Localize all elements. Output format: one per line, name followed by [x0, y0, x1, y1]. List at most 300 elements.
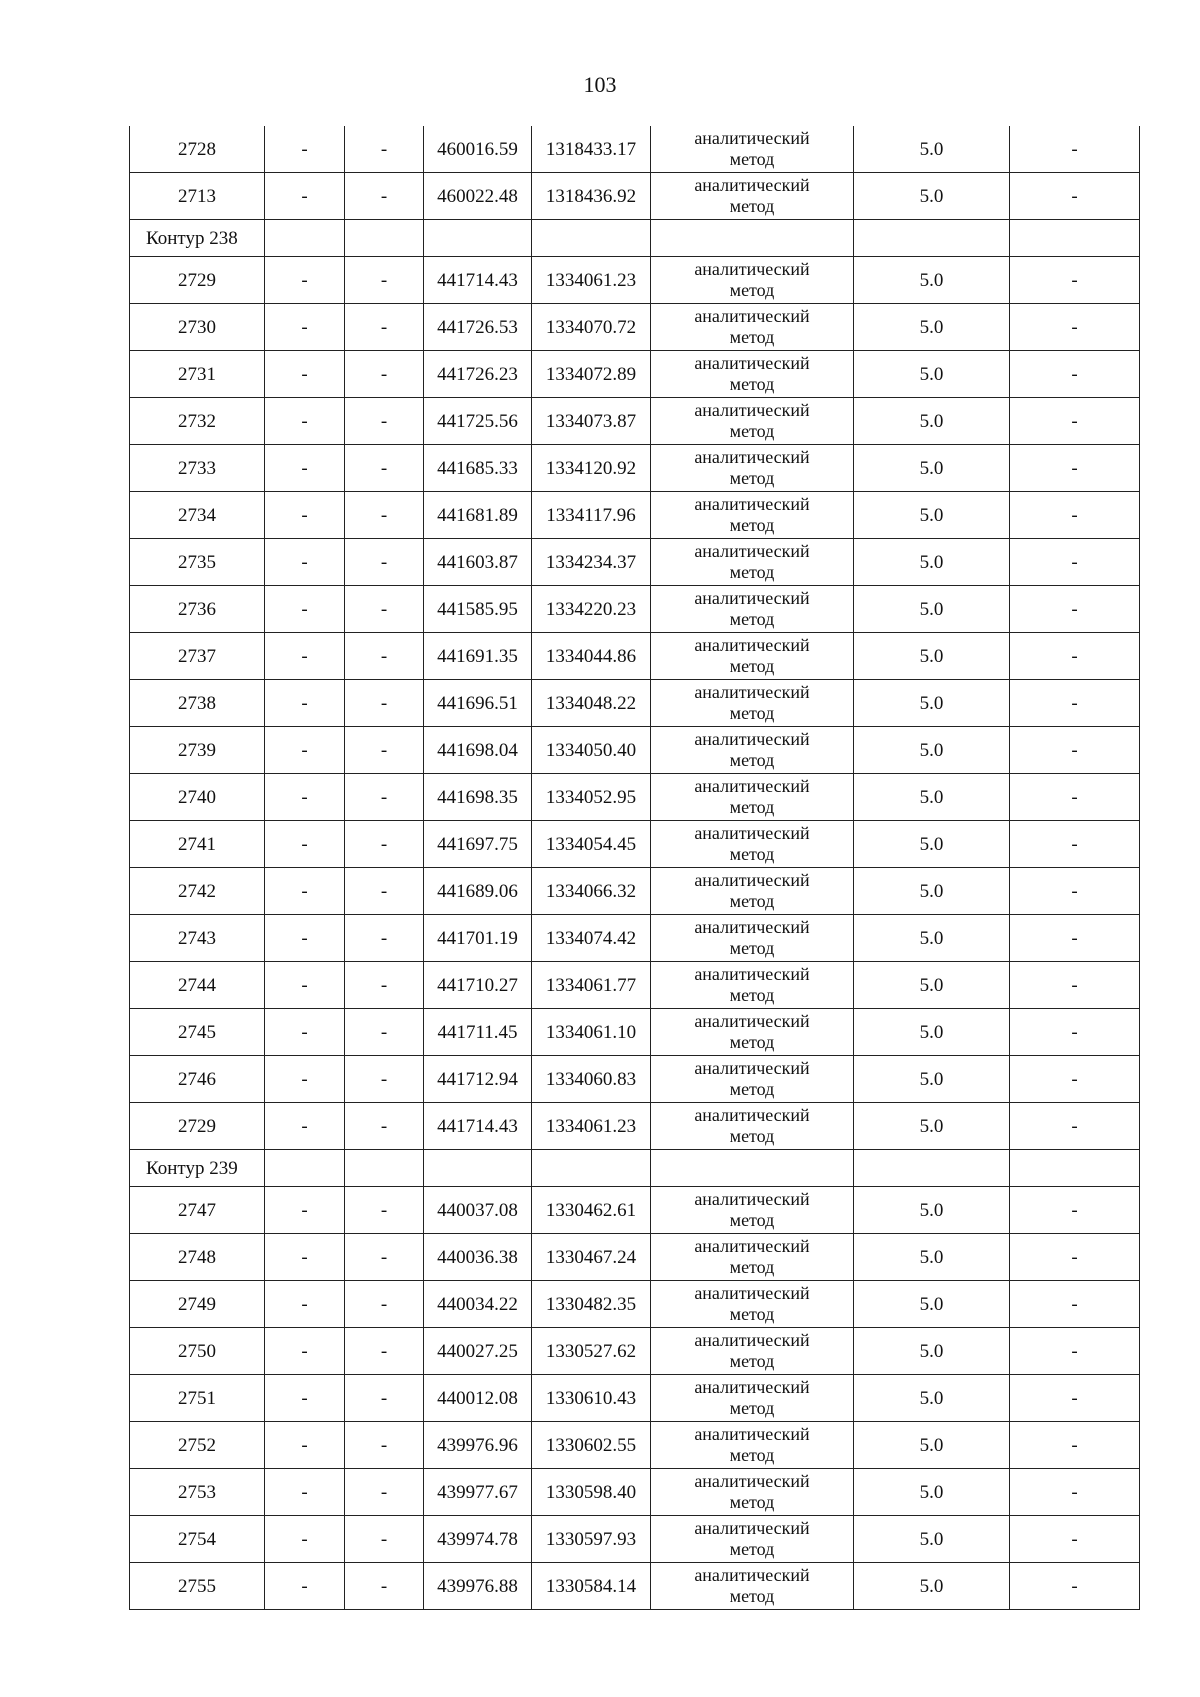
- method-text-line: аналитический: [694, 1565, 810, 1585]
- method-cell: [651, 1234, 854, 1281]
- method-cell: [651, 1009, 854, 1056]
- accuracy-cell: 5.0: [854, 539, 1010, 586]
- table-row: [130, 126, 1140, 173]
- description-cell: -: [1010, 1103, 1140, 1150]
- contour-header-row: [130, 1150, 1140, 1187]
- point-number-cell: 2751: [130, 1375, 265, 1422]
- empty-cell: [424, 1150, 532, 1187]
- method-cell: [651, 868, 854, 915]
- y-coordinate-cell: 1334060.83: [532, 1056, 651, 1103]
- dash-cell-a: -: [265, 1234, 345, 1281]
- description-cell: -: [1010, 351, 1140, 398]
- point-number-cell: 2745: [130, 1009, 265, 1056]
- accuracy-cell: 5.0: [854, 962, 1010, 1009]
- dash-cell-a: -: [265, 1056, 345, 1103]
- dash-cell-b: -: [345, 633, 424, 680]
- description-cell: -: [1010, 1281, 1140, 1328]
- table-row: [130, 1281, 1140, 1328]
- dash-cell-a: -: [265, 633, 345, 680]
- method-cell: [651, 445, 854, 492]
- x-coordinate-cell: 441603.87: [424, 539, 532, 586]
- accuracy-cell: 5.0: [854, 1516, 1010, 1563]
- method-cell: [651, 351, 854, 398]
- x-coordinate-cell: 460022.48: [424, 173, 532, 220]
- dash-cell-a: -: [265, 915, 345, 962]
- table-row: [130, 868, 1140, 915]
- dash-cell-b: -: [345, 868, 424, 915]
- method-text-line: аналитический: [694, 1283, 810, 1303]
- description-cell: -: [1010, 304, 1140, 351]
- method-text-line: метод: [729, 703, 775, 723]
- method-text-line: аналитический: [694, 1011, 810, 1031]
- method-text-line: метод: [729, 1304, 775, 1324]
- dash-cell-b: -: [345, 727, 424, 774]
- point-number-cell: 2743: [130, 915, 265, 962]
- method-text-line: метод: [729, 1126, 775, 1146]
- x-coordinate-cell: 460016.59: [424, 126, 532, 173]
- x-coordinate-cell: 441685.33: [424, 445, 532, 492]
- empty-cell: [651, 220, 854, 257]
- empty-cell: [854, 220, 1010, 257]
- dash-cell-b: -: [345, 821, 424, 868]
- accuracy-cell: 5.0: [854, 1234, 1010, 1281]
- dash-cell-b: -: [345, 1516, 424, 1563]
- table-row: [130, 680, 1140, 727]
- point-number-cell: 2755: [130, 1563, 265, 1610]
- method-text-line: метод: [729, 1257, 775, 1277]
- method-text-line: аналитический: [694, 128, 810, 148]
- point-number-cell: 2735: [130, 539, 265, 586]
- x-coordinate-cell: 441681.89: [424, 492, 532, 539]
- dash-cell-a: -: [265, 1563, 345, 1610]
- y-coordinate-cell: 1334220.23: [532, 586, 651, 633]
- page-number: 103: [583, 72, 617, 97]
- description-cell: -: [1010, 1328, 1140, 1375]
- accuracy-cell: 5.0: [854, 915, 1010, 962]
- dash-cell-a: -: [265, 257, 345, 304]
- y-coordinate-cell: 1330467.24: [532, 1234, 651, 1281]
- method-text-line: аналитический: [694, 259, 810, 279]
- y-coordinate-cell: 1334061.23: [532, 257, 651, 304]
- y-coordinate-cell: 1334044.86: [532, 633, 651, 680]
- x-coordinate-cell: 441725.56: [424, 398, 532, 445]
- description-cell: -: [1010, 445, 1140, 492]
- method-cell: [651, 821, 854, 868]
- description-cell: -: [1010, 1469, 1140, 1516]
- dash-cell-a: -: [265, 586, 345, 633]
- y-coordinate-cell: 1330602.55: [532, 1422, 651, 1469]
- dash-cell-b: -: [345, 539, 424, 586]
- dash-cell-b: -: [345, 351, 424, 398]
- method-text-line: аналитический: [694, 870, 810, 890]
- description-cell: -: [1010, 1422, 1140, 1469]
- method-text-line: аналитический: [694, 1189, 810, 1209]
- accuracy-cell: 5.0: [854, 304, 1010, 351]
- x-coordinate-cell: 440027.25: [424, 1328, 532, 1375]
- dash-cell-a: -: [265, 1187, 345, 1234]
- accuracy-cell: 5.0: [854, 633, 1010, 680]
- method-text-line: метод: [729, 196, 775, 216]
- table-body: [130, 126, 1140, 1610]
- dash-cell-b: -: [345, 1281, 424, 1328]
- x-coordinate-cell: 441726.23: [424, 351, 532, 398]
- y-coordinate-cell: 1334234.37: [532, 539, 651, 586]
- accuracy-cell: 5.0: [854, 492, 1010, 539]
- x-coordinate-cell: 441691.35: [424, 633, 532, 680]
- method-text-line: аналитический: [694, 1377, 810, 1397]
- table-row: [130, 1103, 1140, 1150]
- accuracy-cell: 5.0: [854, 586, 1010, 633]
- empty-cell: [1010, 1150, 1140, 1187]
- point-number-cell: 2740: [130, 774, 265, 821]
- description-cell: -: [1010, 1187, 1140, 1234]
- point-number-cell: 2748: [130, 1234, 265, 1281]
- empty-cell: [532, 1150, 651, 1187]
- method-cell: [651, 633, 854, 680]
- x-coordinate-cell: 441697.75: [424, 821, 532, 868]
- method-cell: [651, 304, 854, 351]
- accuracy-cell: 5.0: [854, 821, 1010, 868]
- method-text-line: метод: [729, 750, 775, 770]
- point-number-cell: 2729: [130, 257, 265, 304]
- dash-cell-b: -: [345, 1187, 424, 1234]
- point-number-cell: 2739: [130, 727, 265, 774]
- method-cell: [651, 586, 854, 633]
- y-coordinate-cell: 1334072.89: [532, 351, 651, 398]
- dash-cell-a: -: [265, 727, 345, 774]
- description-cell: -: [1010, 492, 1140, 539]
- method-text-line: аналитический: [694, 1058, 810, 1078]
- method-cell: [651, 1328, 854, 1375]
- table-row: [130, 492, 1140, 539]
- method-text-line: аналитический: [694, 1424, 810, 1444]
- table-row: [130, 586, 1140, 633]
- accuracy-cell: 5.0: [854, 351, 1010, 398]
- point-number-cell: 2713: [130, 173, 265, 220]
- method-text-line: аналитический: [694, 353, 810, 373]
- table-row: [130, 398, 1140, 445]
- method-text-line: аналитический: [694, 588, 810, 608]
- x-coordinate-cell: 440037.08: [424, 1187, 532, 1234]
- dash-cell-b: -: [345, 1056, 424, 1103]
- method-text-line: аналитический: [694, 729, 810, 749]
- y-coordinate-cell: 1334050.40: [532, 727, 651, 774]
- dash-cell-a: -: [265, 304, 345, 351]
- method-text-line: метод: [729, 1492, 775, 1512]
- dash-cell-a: -: [265, 492, 345, 539]
- y-coordinate-cell: 1334048.22: [532, 680, 651, 727]
- dash-cell-a: -: [265, 1009, 345, 1056]
- table-row: [130, 727, 1140, 774]
- point-number-cell: 2730: [130, 304, 265, 351]
- description-cell: -: [1010, 398, 1140, 445]
- method-cell: [651, 257, 854, 304]
- point-number-cell: 2733: [130, 445, 265, 492]
- point-number-cell: 2729: [130, 1103, 265, 1150]
- description-cell: -: [1010, 173, 1140, 220]
- description-cell: -: [1010, 774, 1140, 821]
- x-coordinate-cell: 441711.45: [424, 1009, 532, 1056]
- description-cell: -: [1010, 868, 1140, 915]
- method-cell: [651, 1422, 854, 1469]
- table-row: [130, 539, 1140, 586]
- dash-cell-a: -: [265, 1281, 345, 1328]
- method-text-line: аналитический: [694, 917, 810, 937]
- method-text-line: метод: [729, 280, 775, 300]
- accuracy-cell: 5.0: [854, 1563, 1010, 1610]
- method-text-line: аналитический: [694, 306, 810, 326]
- point-number-cell: 2737: [130, 633, 265, 680]
- dash-cell-b: -: [345, 1103, 424, 1150]
- dash-cell-a: -: [265, 821, 345, 868]
- method-text-line: метод: [729, 374, 775, 394]
- dash-cell-a: -: [265, 1422, 345, 1469]
- point-number-cell: 2732: [130, 398, 265, 445]
- description-cell: -: [1010, 821, 1140, 868]
- method-text-line: аналитический: [694, 635, 810, 655]
- y-coordinate-cell: 1330527.62: [532, 1328, 651, 1375]
- method-cell: [651, 1103, 854, 1150]
- x-coordinate-cell: 441585.95: [424, 586, 532, 633]
- description-cell: -: [1010, 680, 1140, 727]
- y-coordinate-cell: 1330598.40: [532, 1469, 651, 1516]
- y-coordinate-cell: 1334117.96: [532, 492, 651, 539]
- dash-cell-a: -: [265, 351, 345, 398]
- x-coordinate-cell: 441698.04: [424, 727, 532, 774]
- point-number-cell: 2746: [130, 1056, 265, 1103]
- method-text-line: метод: [729, 1079, 775, 1099]
- accuracy-cell: 5.0: [854, 173, 1010, 220]
- dash-cell-b: -: [345, 1234, 424, 1281]
- dash-cell-b: -: [345, 257, 424, 304]
- y-coordinate-cell: 1330597.93: [532, 1516, 651, 1563]
- table-row: [130, 633, 1140, 680]
- method-text-line: метод: [729, 1398, 775, 1418]
- table-row: [130, 915, 1140, 962]
- dash-cell-a: -: [265, 1469, 345, 1516]
- x-coordinate-cell: 440012.08: [424, 1375, 532, 1422]
- dash-cell-b: -: [345, 126, 424, 173]
- accuracy-cell: 5.0: [854, 774, 1010, 821]
- method-cell: [651, 962, 854, 1009]
- table-row: [130, 445, 1140, 492]
- description-cell: -: [1010, 586, 1140, 633]
- point-number-cell: 2738: [130, 680, 265, 727]
- method-cell: [651, 1281, 854, 1328]
- contour-label: Контур 238: [130, 220, 265, 257]
- method-text-line: метод: [729, 1210, 775, 1230]
- y-coordinate-cell: 1330482.35: [532, 1281, 651, 1328]
- point-number-cell: 2742: [130, 868, 265, 915]
- y-coordinate-cell: 1334061.23: [532, 1103, 651, 1150]
- y-coordinate-cell: 1334074.42: [532, 915, 651, 962]
- empty-cell: [424, 220, 532, 257]
- description-cell: -: [1010, 1056, 1140, 1103]
- method-text-line: метод: [729, 468, 775, 488]
- table-row: [130, 1234, 1140, 1281]
- accuracy-cell: 5.0: [854, 1375, 1010, 1422]
- dash-cell-a: -: [265, 1375, 345, 1422]
- dash-cell-b: -: [345, 1469, 424, 1516]
- method-text-line: аналитический: [694, 541, 810, 561]
- dash-cell-b: -: [345, 1422, 424, 1469]
- x-coordinate-cell: 440034.22: [424, 1281, 532, 1328]
- method-cell: [651, 1516, 854, 1563]
- dash-cell-b: -: [345, 680, 424, 727]
- empty-cell: [265, 1150, 345, 1187]
- dash-cell-a: -: [265, 173, 345, 220]
- method-text-line: аналитический: [694, 1330, 810, 1350]
- method-cell: [651, 915, 854, 962]
- description-cell: -: [1010, 1516, 1140, 1563]
- dash-cell-b: -: [345, 173, 424, 220]
- table-row: [130, 774, 1140, 821]
- y-coordinate-cell: 1330462.61: [532, 1187, 651, 1234]
- table-row: [130, 1187, 1140, 1234]
- method-cell: [651, 1563, 854, 1610]
- point-number-cell: 2752: [130, 1422, 265, 1469]
- y-coordinate-cell: 1334054.45: [532, 821, 651, 868]
- accuracy-cell: 5.0: [854, 1281, 1010, 1328]
- y-coordinate-cell: 1334070.72: [532, 304, 651, 351]
- method-text-line: метод: [729, 891, 775, 911]
- x-coordinate-cell: 441712.94: [424, 1056, 532, 1103]
- accuracy-cell: 5.0: [854, 1328, 1010, 1375]
- method-text-line: аналитический: [694, 776, 810, 796]
- method-cell: [651, 1056, 854, 1103]
- x-coordinate-cell: 439974.78: [424, 1516, 532, 1563]
- method-text-line: метод: [729, 938, 775, 958]
- table-row: [130, 1516, 1140, 1563]
- table-row: [130, 304, 1140, 351]
- method-cell: [651, 1375, 854, 1422]
- method-cell: [651, 1187, 854, 1234]
- dash-cell-b: -: [345, 774, 424, 821]
- x-coordinate-cell: 441696.51: [424, 680, 532, 727]
- description-cell: -: [1010, 257, 1140, 304]
- method-cell: [651, 680, 854, 727]
- method-text-line: аналитический: [694, 494, 810, 514]
- point-number-cell: 2747: [130, 1187, 265, 1234]
- point-number-cell: 2749: [130, 1281, 265, 1328]
- accuracy-cell: 5.0: [854, 398, 1010, 445]
- method-cell: [651, 126, 854, 173]
- y-coordinate-cell: 1334061.10: [532, 1009, 651, 1056]
- x-coordinate-cell: 439976.88: [424, 1563, 532, 1610]
- dash-cell-b: -: [345, 1009, 424, 1056]
- dash-cell-a: -: [265, 774, 345, 821]
- method-text-line: метод: [729, 1586, 775, 1606]
- method-text-line: аналитический: [694, 1518, 810, 1538]
- x-coordinate-cell: 439976.96: [424, 1422, 532, 1469]
- method-cell: [651, 1469, 854, 1516]
- point-number-cell: 2753: [130, 1469, 265, 1516]
- description-cell: -: [1010, 126, 1140, 173]
- method-text-line: аналитический: [694, 964, 810, 984]
- method-cell: [651, 774, 854, 821]
- table-row: [130, 1328, 1140, 1375]
- accuracy-cell: 5.0: [854, 1469, 1010, 1516]
- point-number-cell: 2736: [130, 586, 265, 633]
- method-text-line: метод: [729, 562, 775, 582]
- accuracy-cell: 5.0: [854, 1422, 1010, 1469]
- description-cell: -: [1010, 1563, 1140, 1610]
- table-row: [130, 1056, 1140, 1103]
- empty-cell: [345, 1150, 424, 1187]
- dash-cell-a: -: [265, 868, 345, 915]
- accuracy-cell: 5.0: [854, 1187, 1010, 1234]
- empty-cell: [854, 1150, 1010, 1187]
- x-coordinate-cell: 439977.67: [424, 1469, 532, 1516]
- accuracy-cell: 5.0: [854, 257, 1010, 304]
- method-text-line: аналитический: [694, 682, 810, 702]
- method-text-line: метод: [729, 327, 775, 347]
- y-coordinate-cell: 1334073.87: [532, 398, 651, 445]
- method-text-line: аналитический: [694, 1471, 810, 1491]
- dash-cell-a: -: [265, 680, 345, 727]
- x-coordinate-cell: 441701.19: [424, 915, 532, 962]
- method-text-line: метод: [729, 797, 775, 817]
- method-text-line: метод: [729, 985, 775, 1005]
- dash-cell-a: -: [265, 539, 345, 586]
- x-coordinate-cell: 441710.27: [424, 962, 532, 1009]
- dash-cell-a: -: [265, 1328, 345, 1375]
- point-number-cell: 2750: [130, 1328, 265, 1375]
- method-text-line: метод: [729, 656, 775, 676]
- point-number-cell: 2734: [130, 492, 265, 539]
- description-cell: -: [1010, 915, 1140, 962]
- method-cell: [651, 173, 854, 220]
- accuracy-cell: 5.0: [854, 1103, 1010, 1150]
- method-text-line: аналитический: [694, 400, 810, 420]
- table-row: [130, 962, 1140, 1009]
- dash-cell-a: -: [265, 962, 345, 1009]
- method-text-line: метод: [729, 1032, 775, 1052]
- description-cell: -: [1010, 1375, 1140, 1422]
- accuracy-cell: 5.0: [854, 727, 1010, 774]
- x-coordinate-cell: 440036.38: [424, 1234, 532, 1281]
- dash-cell-a: -: [265, 445, 345, 492]
- dash-cell-b: -: [345, 1563, 424, 1610]
- description-cell: -: [1010, 633, 1140, 680]
- dash-cell-a: -: [265, 1516, 345, 1563]
- table-row: [130, 1009, 1140, 1056]
- dash-cell-b: -: [345, 304, 424, 351]
- accuracy-cell: 5.0: [854, 680, 1010, 727]
- dash-cell-b: -: [345, 962, 424, 1009]
- dash-cell-a: -: [265, 126, 345, 173]
- method-cell: [651, 539, 854, 586]
- dash-cell-b: -: [345, 445, 424, 492]
- empty-cell: [345, 220, 424, 257]
- empty-cell: [651, 1150, 854, 1187]
- method-text-line: аналитический: [694, 1105, 810, 1125]
- table-row: [130, 351, 1140, 398]
- method-text-line: метод: [729, 844, 775, 864]
- empty-cell: [265, 220, 345, 257]
- x-coordinate-cell: 441698.35: [424, 774, 532, 821]
- y-coordinate-cell: 1318433.17: [532, 126, 651, 173]
- dash-cell-a: -: [265, 398, 345, 445]
- y-coordinate-cell: 1334052.95: [532, 774, 651, 821]
- dash-cell-a: -: [265, 1103, 345, 1150]
- y-coordinate-cell: 1330610.43: [532, 1375, 651, 1422]
- x-coordinate-cell: 441714.43: [424, 257, 532, 304]
- point-number-cell: 2731: [130, 351, 265, 398]
- method-cell: [651, 398, 854, 445]
- description-cell: -: [1010, 539, 1140, 586]
- empty-cell: [1010, 220, 1140, 257]
